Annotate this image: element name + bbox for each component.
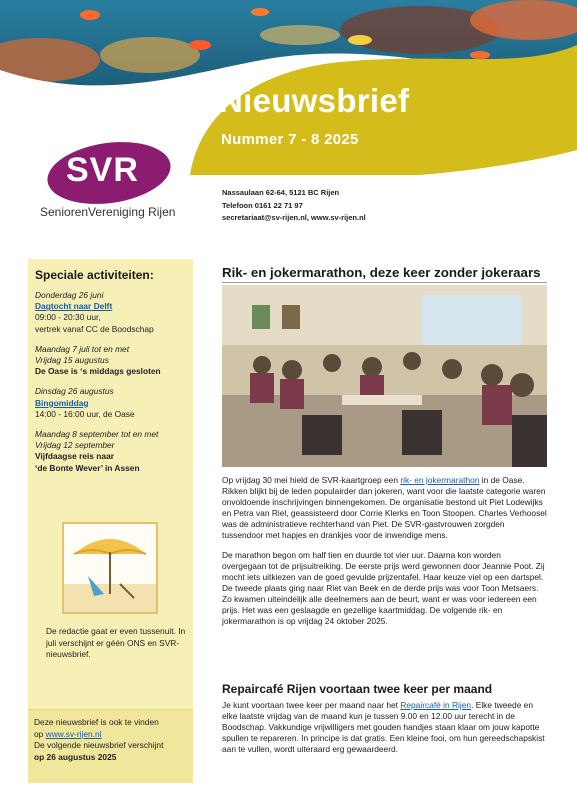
footer-line	[34, 729, 187, 741]
repair-paragraph	[222, 700, 547, 755]
logo-subtitle: SeniorenVereniging Rijen	[40, 205, 176, 219]
event-item	[35, 290, 185, 335]
sidebar-heading: Speciale activiteiten:	[35, 268, 154, 282]
contact-email-web: secretariaat@sv-rijen.nl, www.sv-rijen.nl	[222, 213, 366, 222]
event-date: Vrijdag 15 augustus	[35, 355, 109, 366]
issue-number: Nummer 7 - 8 2025	[221, 131, 359, 148]
event-detail: ‘de Bonte Wever’ in Assen	[35, 462, 140, 473]
event-link-bingo[interactable]: Bingomiddag	[35, 397, 89, 408]
article-paragraph	[222, 475, 547, 542]
event-item	[35, 344, 185, 378]
next-issue-date: op 26 augustus 2025	[34, 751, 117, 762]
event-link-delft[interactable]: Dagtocht naar Delft	[35, 301, 113, 312]
article-title: Rik- en jokermarathon, deze keer zonder jokeraars	[222, 265, 541, 280]
text-span: Je kunt voortaan twee keer per maand naar het	[222, 700, 401, 710]
event-detail: vertrek vanaf CC de Boodschap	[35, 323, 154, 334]
text-span: Op vrijdag 30 mei hield de SVR-kaartgroep een	[222, 475, 401, 485]
event-date: Vrijdag 12 september	[35, 440, 115, 451]
event-detail: De Oase is ‘s middags gesloten	[35, 366, 161, 377]
repair-body	[222, 700, 547, 763]
text-span: in de Oase. Rikken blijkt bij de leden populairder dan jokeren, want voor die laatste categorie waren onvoldoende inschrijvingen binnengekomen. De organisatie bestond uit Piet Lodewijks en Petra van Riel, geassisteerd door Corrie Klerks en Toon Stoopen. Charles Verhoosel was de administratieve rechterhand van Piet. De SVR-gastvrouwen zorgden tussendoor met hapjes en drankjes voor de inwendige mens.	[222, 475, 547, 541]
footer-line: De volgende nieuwsbrief verschijnt	[34, 740, 164, 751]
article-paragraph: De marathon begon om half tien en duurde tot vier uur. Daarna kon worden overgegaan tot de prijsuitreiking. De eerste prijs werd gewonnen door Jeannie Poot. Zij mocht iets uitkiezen van de goed gevulde prijzentafel. Haar keuze viel op een dartspel. De tweede plaats ging naar Riet van Beek en de derde prijs was voor Toon Metsaers. Zo kwamen uiteindelijk alle deelnemers aan de beurt, want er was voor iedereen een prijs. Het was een geslaagde en gezellige kaartmiddag. De volgende rik- en jokermarathon is op vrijdag 24 oktober 2025.	[222, 549, 545, 627]
event-item	[35, 429, 185, 474]
sidebar-footer	[28, 709, 193, 783]
card-players-photo	[222, 285, 547, 467]
event-date: Maandag 8 september tot en met	[35, 429, 159, 440]
event-date: Donderdag 26 juni	[35, 290, 104, 300]
event-date: Dinsdag 26 augustus	[35, 386, 114, 397]
divider	[222, 282, 547, 283]
sidebar-activities	[28, 259, 193, 782]
event-date: Maandag 7 juli tot en met	[35, 343, 130, 354]
editorial-note: De redactie gaat er even tussenuit. In juli verschijnt er géén ONS en SVR-nieuwsbrief.	[46, 626, 186, 659]
svr-logo	[38, 143, 198, 225]
repair-title: Repaircafé Rijen voortaan twee keer per maand	[222, 682, 493, 696]
website-link[interactable]: www.sv-rijen.nl	[45, 728, 102, 739]
marathon-link[interactable]: rik- en jokermarathon	[400, 475, 480, 485]
article-body	[222, 475, 547, 635]
text-span: . Elke tweede en elke laatste vrijdag van de maand kun je tussen 9.00 en 12.00 uur terecht in de Boodschap. Vakkundige vrijwilligers met gouden handjes staan klaar om jouw kapotte spullen te repareren. In principe is dat gratis. Een kleine fooi, om hun gereedschapskist aan te vullen, wordt uiteraard erg gewaardeerd.	[222, 700, 545, 755]
repaircafe-link[interactable]: Repaircafé in Rijen	[400, 700, 472, 710]
beach-illustration	[62, 522, 158, 614]
contact-phone: Telefoon 0161 22 71 97	[222, 200, 303, 210]
contact-block	[222, 187, 366, 225]
beach-umbrella-icon	[64, 524, 156, 612]
event-detail: Vijfdaagse reis naar	[35, 451, 114, 462]
footer-line: Deze nieuwsbrief is ook te vinden	[34, 717, 159, 727]
event-time: 14:00 - 16:00 uur, de Oase	[35, 408, 135, 419]
footer-op: op	[34, 728, 46, 739]
logo-mark: SVR	[66, 151, 139, 189]
newsletter-title: Nieuwsbrief	[219, 82, 410, 119]
contact-address: Nassaulaan 62-64, 5121 BC Rijen	[222, 188, 340, 197]
event-time: 09:00 - 20:30 uur,	[35, 312, 101, 323]
event-item	[35, 386, 185, 420]
